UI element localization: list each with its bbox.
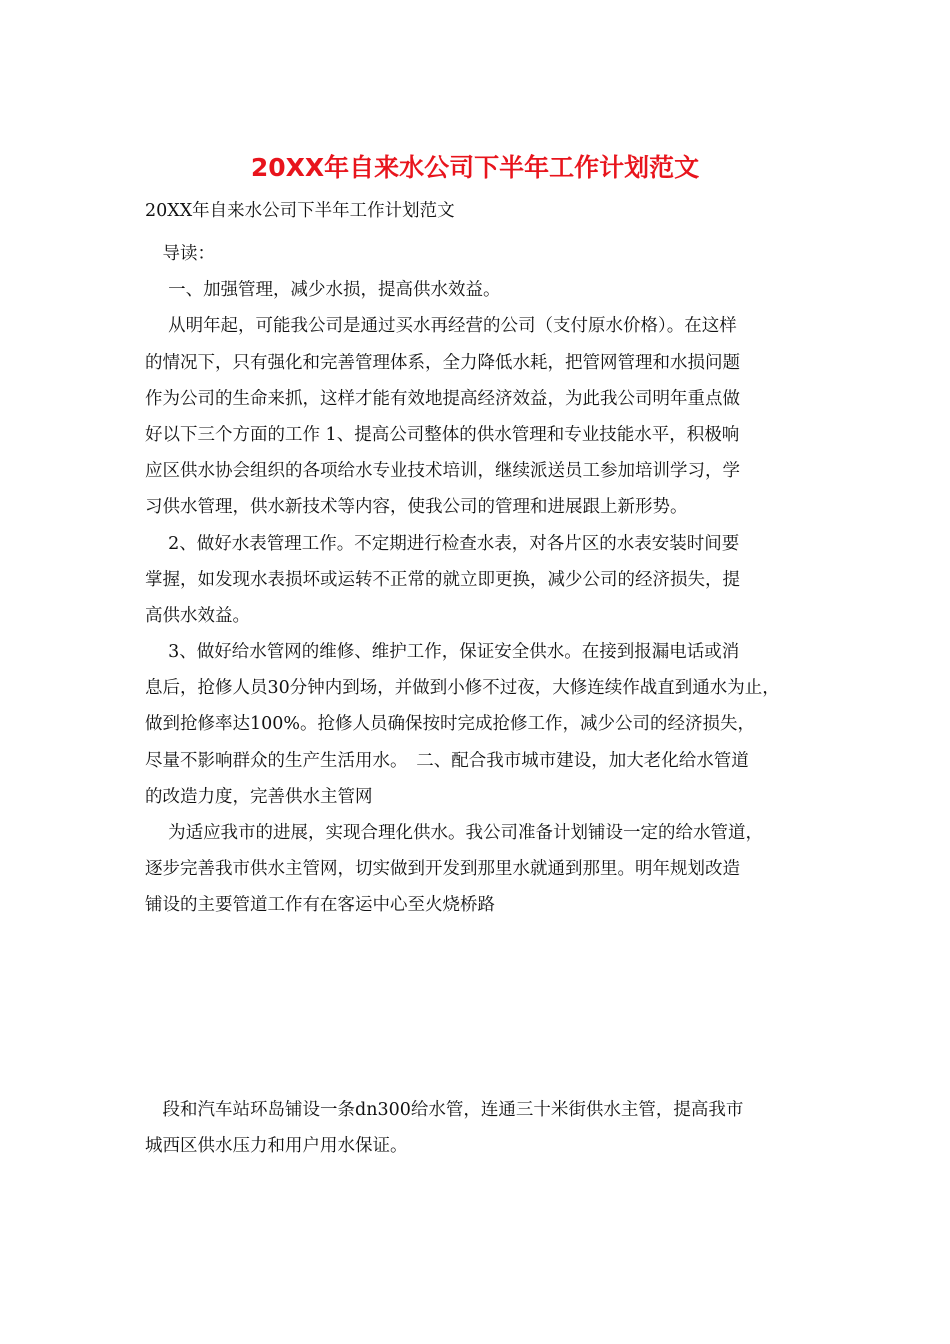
document-title: 20XX年自来水公司下半年工作计划范文 <box>250 153 700 182</box>
text-line: 做到抢修率达100%。抢修人员确保按时完成抢修工作，减少公司的经济损失， <box>145 714 756 735</box>
text-line: 段和汽车站环岛铺设一条dn300给水管，连通三十米街供水主管，提高我市 <box>145 1100 744 1120</box>
text-line: 铺设的主要管道工作有在客运中心至火烧桥路 <box>145 895 495 916</box>
text-line: 为适应我市的进展，实现合理化供水。我公司准备计划铺设一定的给水管道， <box>145 823 764 843</box>
text-line: 从明年起，可能我公司是通过买水再经营的公司（支付原水价格）。在这样 <box>145 316 737 337</box>
body-text-block-1 <box>145 236 810 924</box>
text-line: 息后，抢修人员30分钟内到场，并做到小修不过夜，大修连续作战直到通水为止， <box>145 678 780 699</box>
text-line: 的改造力度，完善供水主管网 <box>145 786 373 807</box>
text-line: 逐步完善我市供水主管网，切实做到开发到那里水就通到那里。明年规划改造 <box>145 859 740 880</box>
text-line: 导读： <box>145 244 215 264</box>
document-subtitle: 20XX年自来水公司下半年工作计划范文 <box>145 201 455 221</box>
text-line: 城西区供水压力和用户用水保证。 <box>145 1136 408 1157</box>
text-line: 掌握，如发现水表损坏或运转不正常的就立即更换，减少公司的经济损失，提 <box>145 569 740 590</box>
text-line: 一、加强管理，减少水损，提高供水效益。 <box>145 280 501 301</box>
text-line: 2、做好水表管理工作。不定期进行检查水表，对各片区的水表安装时间要 <box>145 533 740 554</box>
text-line: 习供水管理，供水新技术等内容，使我公司的管理和进展跟上新形势。 <box>145 497 688 518</box>
text-line: 尽量不影响群众的生产生活用水。 二、配合我市城市建设，加大老化给水管道 <box>145 750 749 771</box>
text-line: 3、做好给水管网的维修、维护工作，保证安全供水。在接到报漏电话或消 <box>145 642 740 663</box>
text-line: 的情况下，只有强化和完善管理体系，全力降低水耗，把管网管理和水损问题 <box>145 352 740 373</box>
text-line: 高供水效益。 <box>145 605 250 626</box>
text-line: 应区供水协会组织的各项给水专业技术培训，继续派送员工参加培训学习，学 <box>145 461 740 482</box>
text-line: 作为公司的生命来抓，这样才能有效地提高经济效益，为此我公司明年重点做 <box>145 388 740 409</box>
body-text-block-2 <box>145 1092 810 1164</box>
text-line: 好以下三个方面的工作 1、提高公司整体的供水管理和专业技能水平，积极响 <box>145 424 740 445</box>
